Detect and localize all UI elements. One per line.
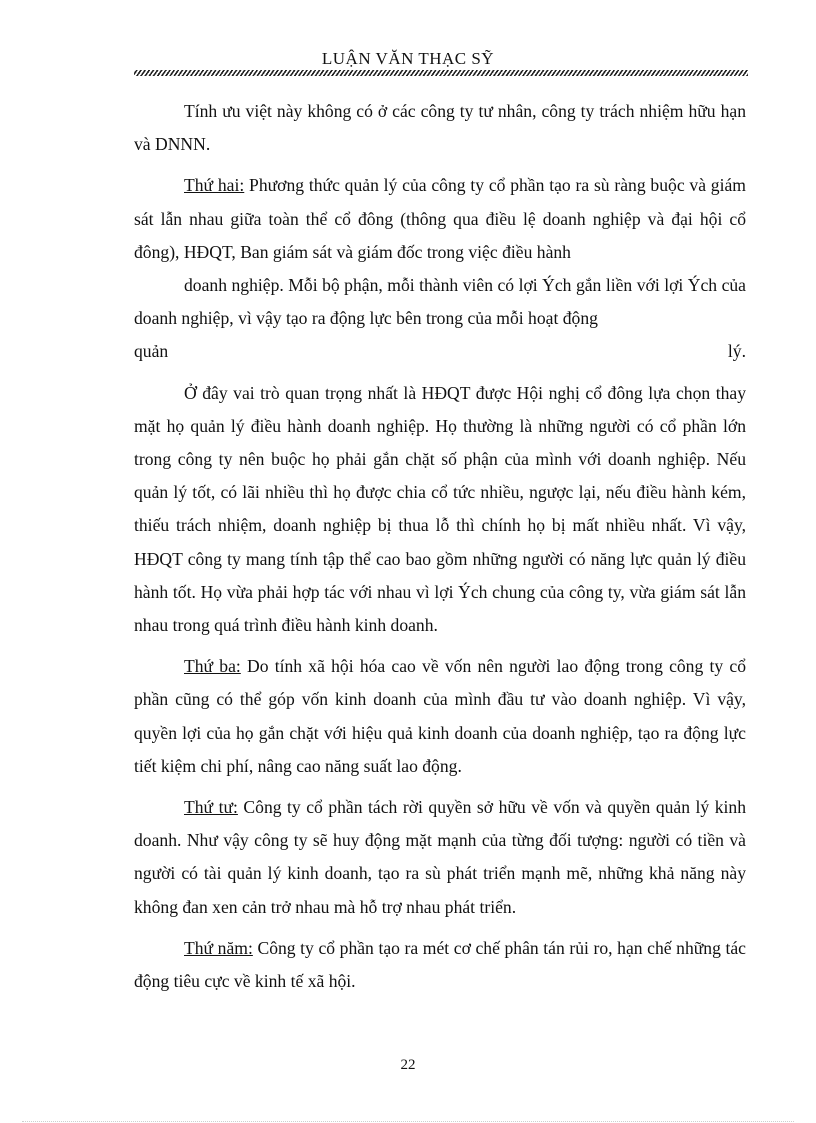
paragraph-2-continued: doanh nghiệp. Mỗi bộ phận, mỗi thành viên có lợi Ých gắn liền với lợi Ých của doanh nghiệp, vì vậy tạo ra động lực bên trong của mỗi hoạt động (134, 275, 746, 329)
paragraph-2-label: Thứ hai: (184, 175, 245, 196)
document-body (134, 95, 746, 1006)
paragraph-5-label: Thứ tư: (184, 797, 238, 818)
paragraph-1: Tính ưu việt này không có ở các công ty tư nhân, công ty trách nhiệm hữu hạn và DNNN. (134, 101, 746, 155)
paragraph-2-end-left: quản (134, 341, 169, 362)
paragraph-3: Ở đây vai trò quan trọng nhất là HĐQT được Hội nghị cổ đông lựa chọn thay mặt họ quản lý điều hành doanh nghiệp. Họ thường là những người có cổ phần lớn trong công ty nên buộc họ phải gắn chặt số phận của mình với doanh nghiệp. Nếu quản lý tốt, có lãi nhiều thì họ được chia cổ tức nhiều, ngược lại, nếu điều hành kém, thiếu trách nhiệm, doanh nghiệp bị thua lỗ thì chính họ bị mất nhiều nhất. Vì vậy, HĐQT công ty mang tính tập thể cao bao gồm những người có năng lực quản lý điều hành tốt. Họ vừa phải hợp tác với nhau vì lợi Ých chung của công ty, vừa giám sát lẫn nhau trong quá trình điều hành kinh doanh. (134, 382, 746, 636)
paragraph-4-label: Thứ ba: (184, 656, 241, 677)
page-header-title: LUẬN VĂN THẠC SỸ (321, 49, 495, 68)
paragraph-4 (134, 650, 746, 783)
paragraph-4-text: Do tính xã hội hóa cao về vốn nên người lao động trong công ty cổ phần cũng có thể góp vốn kinh doanh của mình đầu tư vào doanh nghiệp. Vì vậy, quyền lợi của họ gắn chặt với hiệu quả kinh doanh của doanh nghiệp, tạo ra động lực tiết kiệm chi phí, nâng cao năng suất lao động. (134, 656, 746, 776)
paragraph-2-end-right: lý. (727, 341, 746, 362)
page-number: 22 (400, 1057, 416, 1073)
bottom-divider (22, 1121, 794, 1122)
paragraph-6 (134, 932, 746, 998)
paragraph-2-end-line (134, 335, 746, 368)
paragraph-6-text: Công ty cổ phần tạo ra mét cơ chế phân tán rủi ro, hạn chế những tác động tiêu cực về kinh tế xã hội. (134, 937, 746, 992)
header-divider (134, 70, 748, 76)
paragraph-2-text-a: Phương thức quản lý của công ty cổ phần tạo ra sù ràng buộc và giám sát lẫn nhau giữa toàn thể cổ đông (thông qua điều lệ doanh nghiệp và đại hội cổ đông), HĐQT, Ban giám sát và giám đốc trong việc điều hành (134, 175, 746, 262)
paragraph-6-label: Thứ năm: (184, 937, 253, 958)
paragraph-5-text: Công ty cổ phần tách rời quyền sở hữu về vốn và quyền quản lý kinh doanh. Như vậy công ty sẽ huy động mặt mạnh của từng đối tượng: người có tiền và người có tài quản lý kinh doanh, tạo ra sù phát triển mạnh mẽ, những khả năng này không đan xen cản trở nhau mà hỗ trợ nhau phát triển. (134, 797, 746, 917)
paragraph-5 (134, 791, 746, 924)
paragraph-2 (134, 169, 746, 269)
